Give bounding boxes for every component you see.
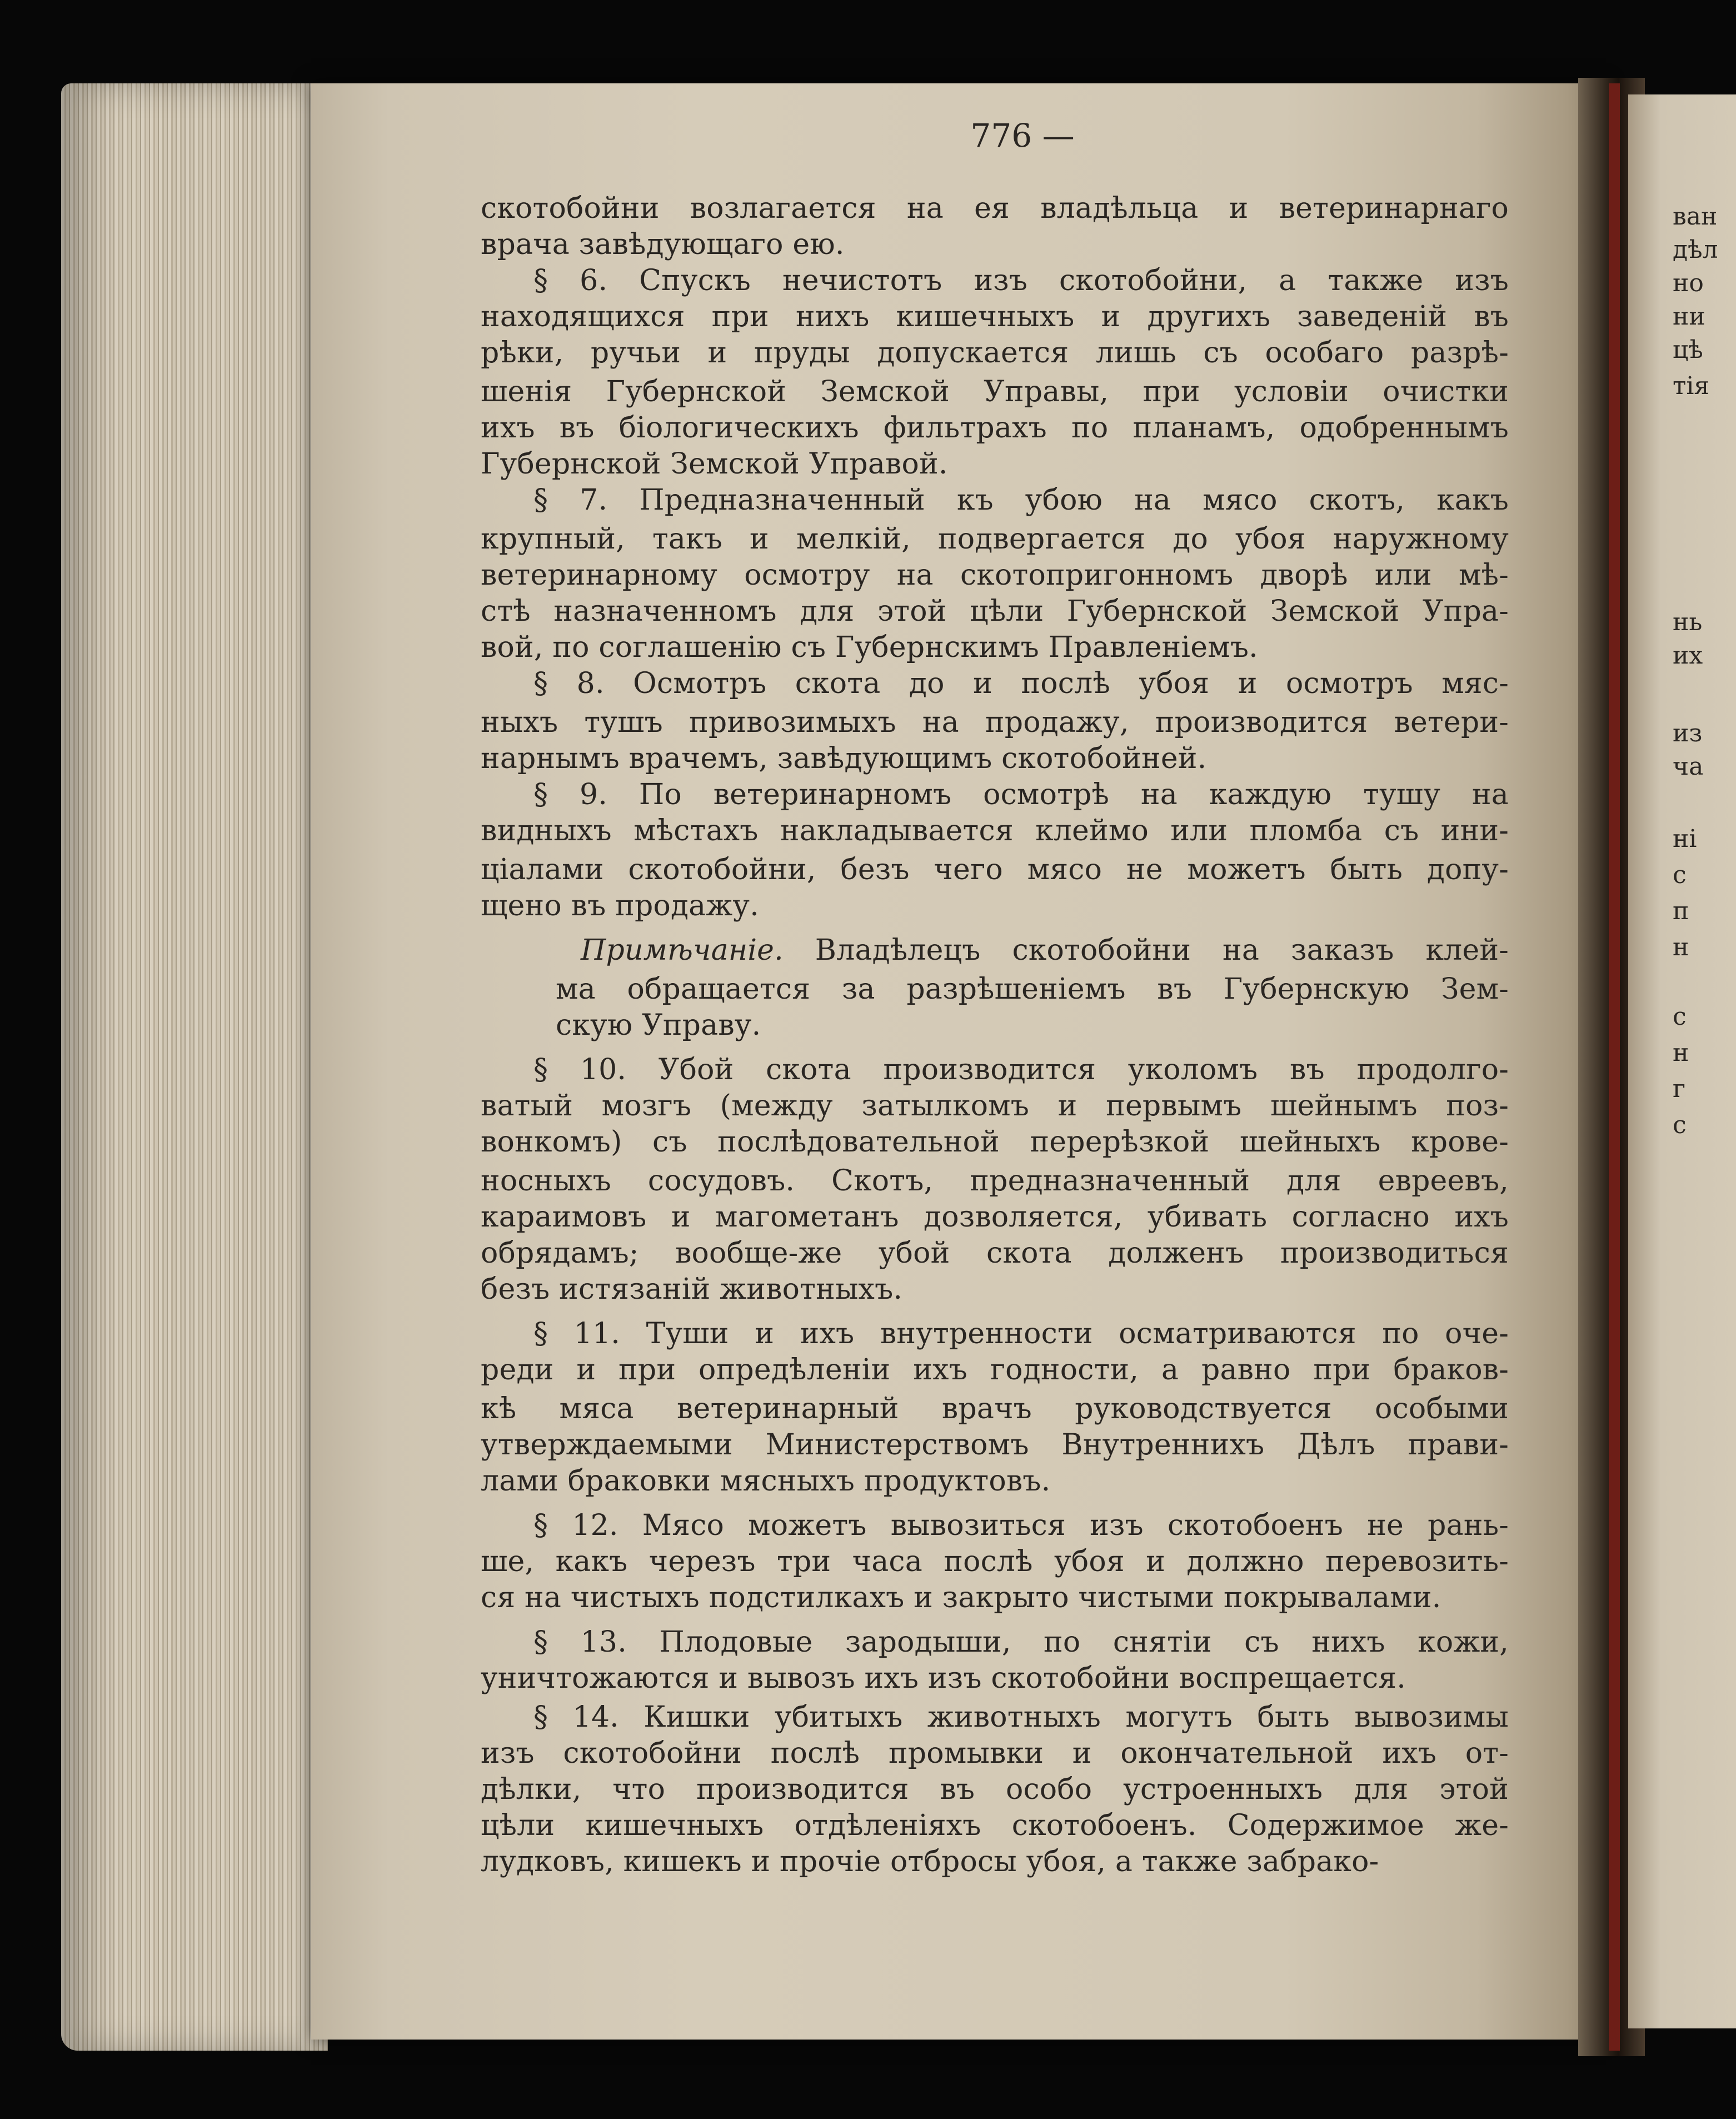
text-line: уничтожаются и вывозъ ихъ изъ скотобойни воспрещается. [481,1662,1406,1695]
text-line: § 8. Осмотръ скота до и послѣ убоя и осмотръ мяс- [533,667,1509,700]
facing-page-fragment: дѣл [1673,236,1718,264]
facing-page-fragment: из [1673,719,1703,747]
facing-page-fragment: ван [1673,202,1718,231]
text-line: ше, какъ черезъ три часа послѣ убоя и должно перевозить- [481,1545,1509,1578]
text-line: цiалами скотобойни, безъ чего мясо не можетъ быть допу- [481,853,1509,886]
text-line: Губернской Земской Управой. [481,447,948,481]
text-line: цѣли кишечныхъ отдѣленiяхъ скотобоенъ. Содержимое же- [481,1809,1509,1842]
facing-page-fragment: цѣ [1673,336,1703,364]
note-text: Владѣлецъ скотобойни на заказъ клей- [815,934,1509,967]
text-line: ся на чистыхъ подстилкахъ и закрыто чистыми покрывалами. [481,1581,1441,1614]
facing-page-fragment: тія [1673,372,1710,400]
facing-page-fragment: с [1673,861,1687,889]
text-line: шенiя Губернской Земской Управы, при условiи очистки [481,375,1509,408]
text-line: безъ истязанiй животныхъ. [481,1273,903,1306]
text-line: § 7. Предназначенный къ убою на мясо скотъ, какъ [533,483,1509,517]
text-line: вонкомъ) съ послѣдовательной перерѣзкой шейныхъ крове- [481,1125,1509,1159]
text-line: скотобойни возлагается на ея владѣльца и ветеринарнаго [481,192,1509,225]
facing-page-fragment: п [1673,897,1689,925]
text-line: находящихся при нихъ кишечныхъ и другихъ заведенiй въ [481,300,1509,333]
text-line: дѣлки, что производится въ особо устроенныхъ для этой [481,1773,1509,1806]
text-line: ныхъ тушъ привозимыхъ на продажу, производится ветери- [481,706,1509,739]
text-line: § 11. Туши и ихъ внутренности осматриваются по оче- [533,1317,1509,1350]
facing-page-fragment: г [1673,1075,1686,1103]
facing-page-fragment: н [1673,1039,1689,1067]
text-line: ихъ въ бiологическихъ фильтрахъ по планамъ, одобреннымъ [481,411,1509,445]
text-line: утверждаемыми Министерствомъ Внутреннихъ Дѣлъ прави- [481,1428,1509,1462]
book-page-edges [61,83,328,2051]
text-line: § 12. Мясо можетъ вывозиться изъ скотобоенъ не рань- [533,1509,1509,1542]
text-line: § 13. Плодовые зародыши, по снятiи съ нихъ кожи, [533,1626,1509,1659]
text-line: крупный, такъ и мелкiй, подвергается до убоя наружному [481,522,1509,556]
page-number: 776 — [970,117,1075,154]
facing-page-fragment: ні [1673,825,1697,853]
note-line: скую Управу. [556,1009,761,1042]
binding-edge [1609,83,1620,2051]
text-line: изъ скотобойни послѣ промывки и окончательной ихъ от- [481,1737,1509,1770]
facing-page-fragment: с [1673,1111,1687,1139]
text-line: ватый мозгъ (между затылкомъ и первымъ шейнымъ поз- [481,1089,1509,1123]
text-line: стѣ назначенномъ для этой цѣли Губернской Земской Упра- [481,595,1509,628]
facing-page-fragment: их [1673,641,1703,670]
note-line: ма обращается за разрѣшенiемъ въ Губернскую Зем- [556,973,1509,1006]
text-line: врача завѣдующаго ею. [481,228,845,261]
text-line: § 6. Спускъ нечистотъ изъ скотобойни, а также изъ [533,264,1509,297]
text-line: ветеринарному осмотру на скотопригонномъ дворѣ или мѣ- [481,559,1509,592]
text-line: нарнымъ врачемъ, завѣдующимъ скотобойней. [481,742,1207,775]
facing-page-fragment: ни [1673,302,1705,331]
text-line: лами браковки мясныхъ продуктовъ. [481,1464,1051,1498]
text-line: вой, по соглашенiю съ Губернскимъ Правленiемъ. [481,631,1258,664]
note-line [581,931,1509,970]
text-line: § 10. Убой скота производится уколомъ въ продолго- [533,1053,1509,1086]
text-line: обрядамъ; вообще-же убой скота долженъ производиться [481,1237,1509,1270]
text-line: § 14. Кишки убитыхъ животныхъ могутъ быть вывозимы [533,1701,1509,1734]
facing-page-fragment: н [1673,933,1689,961]
facing-page-fragment: нь [1673,608,1703,636]
facing-page-fragment: ча [1673,752,1704,781]
text-line: щено въ продажу. [481,889,759,923]
text-line: § 9. По ветеринарномъ осмотрѣ на каждую тушу на [533,778,1509,811]
text-line: караимовъ и магометанъ дозволяется, убивать согласно ихъ [481,1200,1509,1234]
text-line: рѣки, ручьи и пруды допускается лишь съ особаго разрѣ- [481,336,1509,370]
text-line: носныхъ сосудовъ. Скотъ, предназначенный для евреевъ, [481,1164,1509,1198]
facing-page-fragment: с [1673,1003,1687,1031]
text-line: видныхъ мѣстахъ накладывается клеймо или пломба съ ини- [481,814,1509,847]
facing-page-fragment: но [1673,269,1704,297]
text-line: реди и при опредѣленiи ихъ годности, а равно при браков- [481,1353,1509,1387]
note-label: Примѣчанiе. [581,934,815,967]
text-line: кѣ мяса ветеринарный врачъ руководствуется особыми [481,1392,1509,1425]
text-line: лудковъ, кишекъ и прочiе отбросы убоя, а также забрако- [481,1845,1379,1878]
